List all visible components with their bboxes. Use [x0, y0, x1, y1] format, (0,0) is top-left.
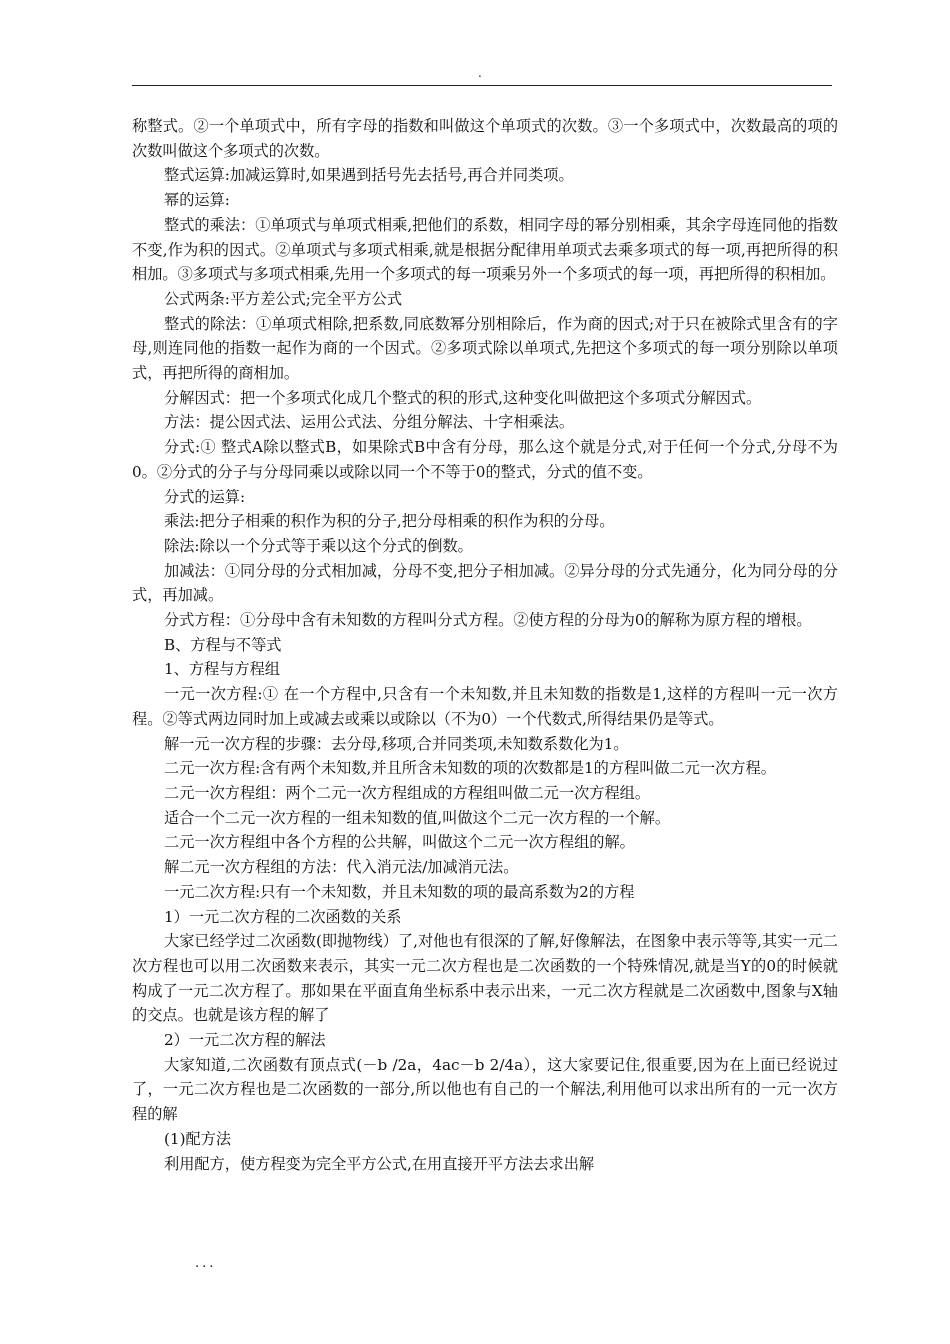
paragraph: 分解因式：把一个多项式化成几个整式的积的形式,这种变化叫做把这个多项式分解因式。 [164, 388, 762, 407]
paragraph: 一元一次方程:① 在一个方程中,只含有一个未知数,并且未知数的指数是1,这样的方程叫一元一次方程。②等式两边同时加上或减去或乘以或除以（不为0）一个代数式,所得结果仍是等式。 [132, 685, 838, 728]
paragraph: 大家已经学过二次函数(即抛物线）了,对他也有很深的了解,好像解法，在图象中表示等等,其实一元二次方程也可以用二次函数来表示，其实一元二次方程也是二次函数的一个特殊情况,就是当Y的0的时候就构成了一元二次方程了。那如果在平面直角坐标系中表示出来，一元二次方程就是二次函数中,图象与X轴的交点。也就是该方程的解了 [132, 932, 838, 1025]
paragraph: 解二元一次方程组的方法：代入消元法/加减消元法。 [164, 858, 519, 877]
paragraph: 一元二次方程:只有一个未知数，并且未知数的项的最高系数为2的方程 [164, 882, 635, 901]
paragraph: 1）一元二次方程的二次函数的关系 [164, 907, 402, 926]
paragraph: 整式运算:加减运算时,如果遇到括号先去括号,再合并同类项。 [164, 166, 574, 185]
paragraph: 称整式。②一个单项式中，所有字母的指数和叫做这个单项式的次数。③一个多项式中，次数最高的项的次数叫做这个多项式的次数。 [132, 117, 838, 160]
paragraph: 公式两条:平方差公式;完全平方公式 [164, 289, 403, 308]
document-body [132, 114, 838, 1176]
paragraph: 二元一次方程组：两个二元一次方程组成的方程组叫做二元一次方程组。 [164, 783, 650, 802]
paragraph: 除法:除以一个分式等于乘以这个分式的倒数。 [164, 536, 473, 555]
header-mark: . [478, 66, 482, 80]
paragraph: 分式方程：①分母中含有未知数的方程叫分式方程。②使方程的分母为0的解称为原方程的增根。 [164, 611, 812, 630]
header-rule [132, 85, 832, 86]
paragraph: 大家知道,二次函数有顶点式(－b /2a，4ac－b 2/4a），这大家要记住,很重要,因为在上面已经说过了，一元二次方程也是二次函数的一部分,所以他也有自己的一个解法,利用他可以求出所有的一元一次方程的解 [132, 1055, 838, 1124]
paragraph: 解一元一次方程的步骤：去分母,移项,合并同类项,未知数系数化为1。 [164, 734, 629, 753]
paragraph: 二元一次方程:含有两个未知数,并且所含未知数的项的次数都是1的方程叫做二元一次方程。 [164, 759, 776, 778]
paragraph: 整式的乘法：①单项式与单项式相乘,把他们的系数，相同字母的幂分别相乘，其余字母连同他的指数不变,作为积的因式。②单项式与多项式相乘,就是根据分配律用单项式去乘多项式的每一项,再把所得的积相加。③多项式与多项式相乘,先用一个多项式的每一项乘另外一个多项式的每一项，再把所得的积相加。 [132, 215, 838, 284]
paragraph: B、方程与不等式 [164, 635, 282, 654]
paragraph: 2）一元二次方程的解法 [164, 1031, 326, 1050]
paragraph: 方法：提公因式法、运用公式法、分组分解法、十字相乘法。 [164, 413, 575, 432]
paragraph: 利用配方，使方程变为完全平方公式,在用直接开平方法去求出解 [164, 1154, 595, 1173]
paragraph: 加减法：①同分母的分式相加减，分母不变,把分子相加减。②异分母的分式先通分，化为同分母的分式，再加减。 [132, 561, 838, 605]
paragraph: 分式的运算: [164, 487, 246, 506]
paragraph: 分式:① 整式A除以整式B，如果除式B中含有分母，那么这个就是分式,对于任何一个分式,分母不为0。②分式的分子与分母同乘以或除以同一个不等于0的整式，分式的值不变。 [132, 438, 838, 481]
paragraph: 1、方程与方程组 [164, 660, 280, 679]
footer-ellipsis: ... [195, 1256, 217, 1271]
paragraph: 整式的除法：①单项式相除,把系数,同底数幂分别相除后，作为商的因式;对于只在被除式里含有的字母,则连同他的指数一起作为商的一个因式。②多项式除以单项式,先把这个多项式的每一项分别除以单项式，再把所得的商相加。 [132, 314, 838, 383]
paragraph: 二元一次方程组中各个方程的公共解，叫做这个二元一次方程组的解。 [164, 833, 635, 852]
paragraph: 幂的运算: [164, 191, 230, 210]
paragraph: (1)配方法 [164, 1129, 232, 1148]
paragraph: 适合一个二元一次方程的一组未知数的值,叫做这个二元一次方程的一个解。 [164, 808, 671, 827]
paragraph: 乘法:把分子相乘的积作为积的分子,把分母相乘的积作为积的分母。 [164, 512, 615, 531]
